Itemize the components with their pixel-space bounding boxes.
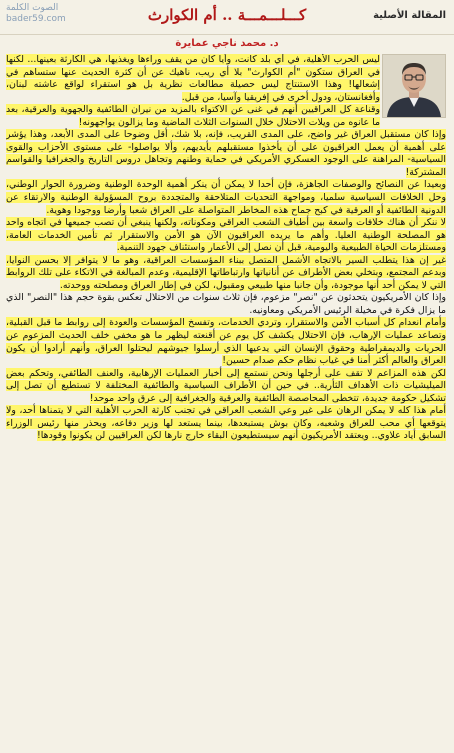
paragraph	[6, 129, 446, 179]
paragraph-text: وإذا كان الأمريكيون يتحدثون عن "نصر" مزعوم، فإن ثلاث سنوات من الاحتلال تعكس بقوة حجم هذا "النصر" الذي ما يزال فكرة في مخيلة الرئيس الأمريكي ومعاونيه.	[6, 292, 446, 316]
paragraph-text: لا ننكر أن هناك خلافات واسعة بين أطياف الشعب العراقي ومكوناته، ولكنها ينبغي أن تصب جميعها في اتجاه واحد هو المصلحة الوطنية العليا. وأهم ما يريده العراقيون الآن هو الأمن والاستقرار ثم تأمين الخدمات العامة، ومستلزمات الحياة الطبيعية واليومية، قبل أن نصل إلى الأعمار واستئناف جهود التنمية.	[6, 217, 446, 254]
watermark-url: bader59.com	[6, 14, 66, 24]
article-body	[6, 54, 446, 751]
paragraph-text: أمام هذا كله لا يمكن الرهان على غير وعي الشعب العراقي في تجنب كارثة الحرب الأهلية التي لا يتمناها أحد، ولا يتوقعها أي محب للعراق وشعبه، وكان بوش يستبعدها، بينما يستعد لها وزير دفاعه، ويحذر منها رئيس الوزراء السابق أياد علاوي.. ويعتقد الأمريكيون أنهم سيستطيعون البقاء خارج نارها لكن العراقيين لن يكونوا وقودها!	[6, 405, 446, 442]
author-byline: د. محمد ناجي عمايرة	[175, 38, 279, 49]
paragraph-text: وأمام انعدام كل أسباب الأمن والاستقرار، وتردي الخدمات، وتفسخ المؤسسات والعودة إلى روابط ما قبل القبلية، وتصاعد عمليات الإرهاب، فإن الاحتلال يكشف كل يوم عن أقنعته ليظهر ما هو مخفي خلف الحديث المزعوم عن الحريات والديمقراطية وحقوق الإنسان التي يدعيها الذي أرسلوا جيوشهم ليحتلوا العراق، وأنهم أرادوا أن يكون العراق والعالم أكثر أمنا في غياب نظام حكم صدام حسين!	[6, 317, 446, 367]
paragraph-text: ليس الحرب الأهلية، في أي بلد كانت، وأيا كان من يقف وراءها ويغذيها، هي الكارثة بعينها... لكنها في العراق ستكون "أم الكوارث" بلا أي ريب، ناهيك عن أن كثرة الحديث عنها ستساهم في إشعالها! وهذا الاستنتاج ليس حصيلة مطالعات نظرية بل هو استقراء لواقع عاشته لبنان، وأفغانستان، ودول أخرى في إفريقيا وآسيا، من قبل.	[6, 54, 380, 103]
paragraph-text: لكن هذه المزاعم لا تقف على أرجلها ونحن نستمع إلى أخبار العمليات الإرهابية، والعنف الطائفي، وتحكم بعض الميليشيات ذات الأهداف الثأرية.. في حين أن الأطراف السياسية والطائفية المختلفة لا تستطيع أن تصل إلى تشكيل حكومة جديدة، تتخطى المحاصصة الطائفية والعرقية والجغرافية إلى عرق واحد موحد!	[6, 367, 446, 404]
paragraph-text: وبعيدا عن النصائح والوصفات الجاهزة، فإن أحدا لا يمكن أن ينكر أهمية الوحدة الوطنية وضرورة الحوار الوطني، وحل الخلافات السياسية سلميا، ومواجهة التحديات المتلاحقة والمتجددة بروح المسؤولية الوطنية والارتقاء عن الدونية الطائفية أو العرقية في كبح جماح هذه المخاطر المتواصلة على العراق شعبا وأرضا ووجودا وهوية.	[6, 179, 446, 216]
paragraph-text: غير إن هذا يتطلب السير بالاتجاه الأشمل المتصل ببناء المؤسسات العراقية، وهو ما لا يتوافر إلا بحسن النوايا، وبدعم المجتمع، وبتخلي بعض الأطراف عن أنانياتها وارتباطاتها الإقليمية، وعدم المبالغة في الاتكاء على تلك الروابط التي لا يمكن أحد أنها موجودة، وأن جانبا منها طبيعي ومقبول، لكن في إطار العراق ومصلحته ووحدته.	[6, 254, 446, 291]
paragraph	[6, 217, 446, 255]
site-watermark	[6, 3, 66, 25]
article-title: كـــلـــمـــة .. أم الكوارث	[147, 6, 307, 24]
section-label: المقالة الأصلية	[373, 10, 446, 21]
paragraph-text: وقناعة كل العراقيين أنهم في غنى عن الاكتواء بالمزيد من نيران الطائفية والجهوية والعرقية، بعد ما عانوه من ويلات الاحتلال خلال السنوات الثلاث الماضية وما يزالون يواجهونه!	[6, 104, 380, 128]
paragraph	[6, 292, 446, 317]
paragraph-text: وإذا كان مستقبل العراق غير واضح، على المدى القريب، فإنه، بلا شك، أقل وضوحا على المدى الأبعد، وهذا يؤشر على أهمية أن يعمل العراقيون على أن يأخذوا مستقبلهم بأيديهم، وألا يواصلوا- على مستوى الأحزاب والقوى السياسية- المراهنة على الوجود العسكري الأمريكي في حماية وطنهم وتجاهل دروس التاريخ والجغرافيا والقواسم المشتركة!	[6, 129, 446, 178]
paragraph	[6, 179, 446, 217]
paragraph	[6, 368, 446, 406]
paragraph	[6, 255, 446, 293]
paragraph	[6, 317, 446, 367]
header-bar	[0, 0, 454, 35]
paragraph	[6, 405, 446, 443]
watermark-line-1: الصوت الكلمة	[6, 3, 59, 13]
